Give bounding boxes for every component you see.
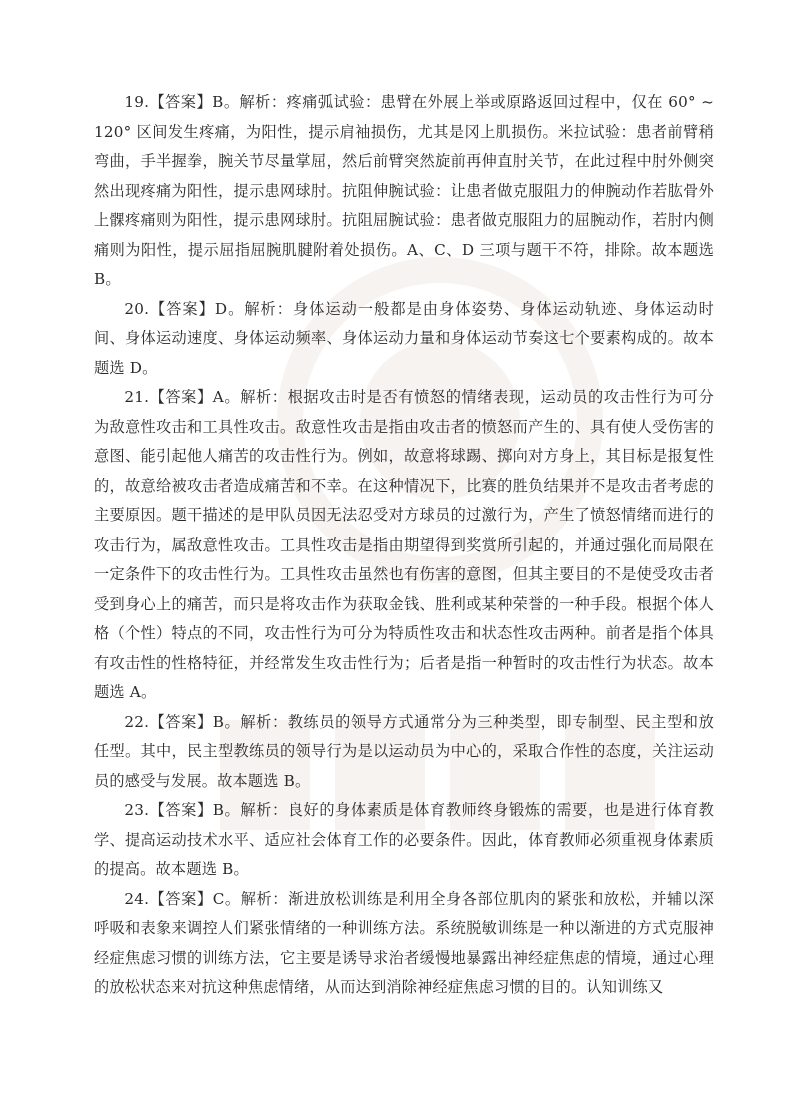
answer-22: 22.【答案】B。解析：教练员的领导方式通常分为三种类型，即专制型、民主型和放任型。其中，民主型教练员的领导行为是以运动员为中心的，采取合作性的态度，关注运动员的感受与发展。故本题选 B。 — [94, 712, 714, 790]
answer-21: 21.【答案】A。解析：根据攻击时是否有愤怒的情绪表现，运动员的攻击性行为可分为敌意性攻击和工具性攻击。敌意性攻击是指由攻击者的愤怒而产生的、具有使人受伤害的意图、能引起他人痛苦的攻击性行为。例如，故意将球踢、掷向对方身上，其目标是报复性的，故意给被攻击者造成痛苦和不幸。在这种情况下，比赛的胜负结果并不是攻击者考虑的主要原因。题干描述的是甲队员因无法忍受对方球员的过激行为，产生了愤怒情绪而进行的攻击行为，属敌意性攻击。工具性攻击是指由期望得到奖赏所引起的，并通过强化而局限在一定条件下的攻击性行为。工具性攻击虽然也有伤害的意图，但其主要目的不是使受攻击者受到身心上的痛苦，而只是将攻击作为获取金钱、胜利或某种荣誉的一种手段。根据个体人格（个性）特点的不同，攻击性行为可分为特质性攻击和状态性攻击两种。前者是指个体具有攻击性的性格特征，并经常发生攻击性行为；后者是指一种暂时的攻击性行为状态。故本题选 A。 — [94, 388, 714, 701]
answer-19: 19.【答案】B。解析：疼痛弧试验：患臂在外展上举或原路返回过程中，仅在 60° ~ 120° 区间发生疼痛，为阳性，提示肩袖损伤，尤其是冈上肌损伤。米拉试验：患者前臂稍弯曲，手半握拳，腕关节尽量掌屈，然后前臂突然旋前再伸直肘关节，在此过程中肘外侧突然出现疼痛为阳性，提示患网球肘。抗阻伸腕试验：让患者做克服阻力的伸腕动作若肱骨外上髁疼痛则为阳性，提示患网球肘。抗阻屈腕试验：患者做克服阻力的屈腕动作，若肘内侧痛则为阳性，提示屈指屈腕肌腱附着处损伤。A、C、D 三项与题干不符，排除。故本题选 B。 — [94, 93, 714, 288]
answer-24: 24.【答案】C。解析：渐进放松训练是利用全身各部位肌肉的紧张和放松，并辅以深呼吸和表象来调控人们紧张情绪的一种训练方法。系统脱敏训练是一种以渐进的方式克服神经症焦虑习惯的训练方法，它主要是诱导求治者缓慢地暴露出神经症焦虑的情境，通过心理的放松状态来对抗这种焦虑情绪，从而达到消除神经症焦虑习惯的目的。认知训练又 — [94, 889, 714, 996]
answer-20: 20.【答案】D。解析：身体运动一般都是由身体姿势、身体运动轨迹、身体运动时间、身体运动速度、身体运动频率、身体运动力量和身体运动节奏这七个要素构成的。故本题选 D。 — [94, 299, 714, 377]
answer-explanations — [94, 88, 714, 1003]
answer-23: 23.【答案】B。解析：良好的身体素质是体育教师终身锻炼的需要，也是进行体育教学、提高运动技术水平、适应社会体育工作的必要条件。因此，体育教师必须重视身体素质的提高。故本题选 B。 — [94, 801, 714, 878]
